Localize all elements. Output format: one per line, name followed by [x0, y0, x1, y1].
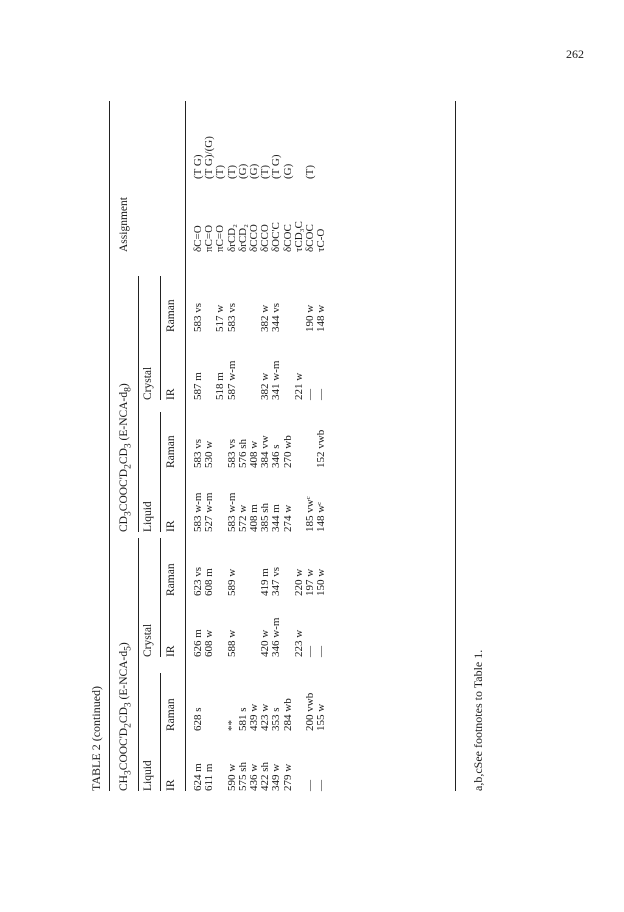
- table-cell: 148 w: [315, 304, 328, 332]
- table-cell: 530 w: [203, 440, 216, 468]
- table-top-rule: [109, 101, 110, 791]
- page-number: 262: [566, 47, 584, 61]
- ir-header: IR: [165, 520, 177, 532]
- table-cell: 221 w: [292, 372, 305, 400]
- conformer-cell: (G): [248, 163, 260, 179]
- table-cell: 419 m: [259, 568, 272, 596]
- assignment-cell: δrCD₂: [236, 224, 249, 252]
- assignment-cell: πC=O: [214, 224, 227, 252]
- table-cell: 346 w-m: [270, 617, 283, 657]
- conformer-cell: (T): [225, 164, 238, 179]
- table-cell: **: [225, 720, 238, 731]
- table-cell: 349 w: [270, 763, 283, 791]
- raman-header: Raman: [165, 435, 177, 468]
- table-cell: 436 w: [248, 763, 260, 791]
- liquid-rule-d8: [160, 412, 161, 532]
- table-cell: 587 w-m: [225, 360, 238, 400]
- table-cell: 274 w: [281, 504, 294, 532]
- table-cell: 576 sh: [236, 438, 249, 468]
- conformer-cell: (T G)/(G): [203, 136, 216, 179]
- table-cell: 341 w-m: [270, 360, 283, 400]
- conformer-cell: (T): [304, 164, 316, 179]
- table-cell: 344 vs: [270, 302, 283, 332]
- table-cell: 517 w: [214, 304, 227, 332]
- ir-header: IR: [165, 779, 177, 791]
- assignment-cell: δrCD₂: [225, 224, 238, 252]
- table-cell: 408 w: [248, 440, 260, 468]
- liquid-rule-d5: [160, 673, 161, 791]
- table-cell: 575 sh: [236, 761, 249, 791]
- table-cell: 220 w: [292, 568, 305, 596]
- liquid-header-d8: Liquid: [142, 501, 154, 532]
- crystal-rule-d5: [160, 538, 161, 657]
- table-cell: 408 m: [248, 504, 260, 532]
- table-cell: 382 w: [259, 304, 272, 332]
- liquid-header-d5: Liquid: [142, 760, 154, 791]
- raman-header: Raman: [165, 563, 177, 596]
- rotated-table: [89, 101, 539, 791]
- table-cell: 590 w: [225, 763, 238, 791]
- table-cell: 583 vs: [192, 302, 204, 332]
- table-cell: 624 m: [192, 763, 204, 791]
- table-cell: 527 w-m: [203, 492, 216, 532]
- table-cell: 628 s: [192, 707, 204, 731]
- table-cell: 346 s: [270, 444, 283, 468]
- assignment-cell: δOC'C: [270, 222, 283, 252]
- table-cell: 583 w-m: [225, 492, 238, 532]
- assignment-cell: δCOC: [281, 224, 294, 252]
- conformer-cell: (T G): [192, 154, 204, 179]
- table-cell: 420 w: [259, 629, 272, 657]
- table-cell: 284 wb: [281, 698, 294, 731]
- conformer-cell: (T G): [270, 154, 283, 179]
- table-cell: 611 m: [203, 763, 216, 791]
- raman-header: Raman: [165, 299, 177, 332]
- assignment-cell: τC-O: [315, 228, 328, 252]
- group-title-d8: $CD_3COOC'D_2CD_3$ $(E-NCA-d_8)$: [118, 383, 134, 532]
- table-cell: 353 s: [270, 707, 283, 731]
- table-cell: 197 w: [304, 568, 316, 596]
- table-cell: 583 vs: [225, 302, 238, 332]
- table-cell: —: [315, 780, 328, 791]
- table-cell: —: [304, 780, 316, 791]
- conformer-cell: (G): [236, 163, 249, 179]
- table-cell: 190 w: [304, 304, 316, 332]
- table-cell: 279 w: [281, 763, 294, 791]
- assignment-cell: δCOC: [304, 224, 316, 252]
- table-cell: 583 vs: [192, 438, 204, 468]
- raman-header: Raman: [165, 698, 177, 731]
- ir-header: IR: [165, 388, 177, 400]
- table-cell: —: [304, 646, 316, 657]
- assignment-cell: δCCO: [248, 224, 260, 252]
- assignment-cell: δC=O: [192, 225, 204, 252]
- table-cell: —: [315, 389, 328, 400]
- table-cell: 385 sh: [259, 502, 272, 532]
- table-cell: 152 vwb: [315, 429, 328, 468]
- table-bottom-rule: [455, 101, 456, 791]
- conformer-cell: (T): [259, 164, 272, 179]
- table-cell: 148 wᶜ: [315, 501, 328, 532]
- table-cell: 572 w: [236, 504, 249, 532]
- table-cell: 581 s: [236, 707, 249, 731]
- table-cell: 270 wb: [281, 435, 294, 468]
- table-caption: TABLE 2 (continued): [89, 685, 103, 791]
- footnote: a,b,cSee footnotes to Table 1.: [471, 649, 485, 791]
- table-cell: —: [304, 389, 316, 400]
- assignment-header: Assignment: [118, 197, 130, 252]
- assignment-cell: πC=O: [203, 224, 216, 252]
- table-cell: 588 w: [225, 629, 238, 657]
- conformer-cell: (T): [214, 164, 227, 179]
- assignment-cell: δCCO: [259, 224, 272, 252]
- table-cell: 587 m: [192, 372, 204, 400]
- table-cell: 626 m: [192, 629, 204, 657]
- table-cell: 382 w: [259, 372, 272, 400]
- table-cell: 439 w: [248, 703, 260, 731]
- table-cell: 583 vs: [225, 438, 238, 468]
- table-cell: 185 vwᶜ: [304, 496, 316, 532]
- crystal-rule-d8: [160, 276, 161, 400]
- group-title-d5: $CH_3COOC'D_2CD_3$ $(E-NCA-d_5)$: [118, 642, 134, 791]
- table-cell: 155 w: [315, 703, 328, 731]
- ir-header: IR: [165, 645, 177, 657]
- table-cell: 150 w: [315, 568, 328, 596]
- table-cell: —: [315, 646, 328, 657]
- table-cell: 422 sh: [259, 761, 272, 791]
- header-rule: [185, 101, 186, 791]
- table-cell: 583 w-m: [192, 492, 204, 532]
- table-cell: 589 w: [225, 568, 238, 596]
- assignment-cell: τCD₃C: [292, 221, 305, 252]
- table-cell: 518 m: [214, 372, 227, 400]
- group-rule-d8: [138, 276, 139, 532]
- table-cell: 344 m: [270, 504, 283, 532]
- group-rule-d5: [138, 538, 139, 791]
- table-cell: 384 vw: [259, 435, 272, 468]
- table-cell: 623 vs: [192, 566, 204, 596]
- table-cell: 608 m: [203, 568, 216, 596]
- table-cell: 608 w: [203, 629, 216, 657]
- table-cell: 347 vs: [270, 566, 283, 596]
- crystal-header-d8: Crystal: [142, 366, 154, 400]
- table-cell: 223 w: [292, 629, 305, 657]
- crystal-header-d5: Crystal: [142, 623, 154, 657]
- table-cell: 200 vwb: [304, 692, 316, 731]
- conformer-cell: (G): [281, 163, 294, 179]
- table-cell: 423 w: [259, 703, 272, 731]
